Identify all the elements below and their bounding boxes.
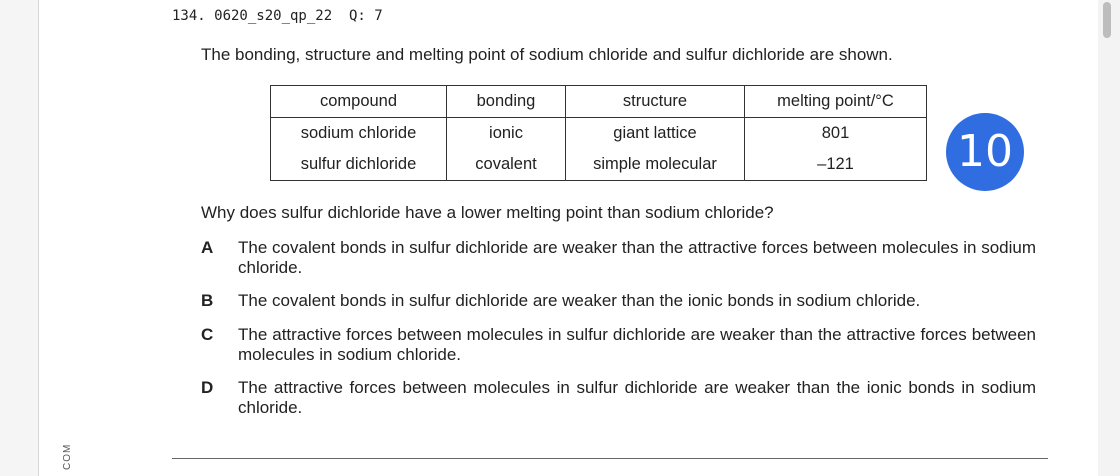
option-text: The attractive forces between molecules in sulfur dichloride are weaker than the ionic bonds in sodium chloride.	[238, 378, 1036, 417]
bottom-divider	[172, 458, 1048, 459]
table-cell: sodium chloride	[271, 118, 447, 150]
table-header-cell: structure	[566, 86, 745, 118]
table-cell: covalent	[447, 149, 566, 181]
table-header-cell: melting point/°C	[745, 86, 927, 118]
table-cell: ionic	[447, 118, 566, 150]
left-divider	[38, 0, 39, 476]
table-cell: 801	[745, 118, 927, 150]
table-cell: giant lattice	[566, 118, 745, 150]
option-text: The covalent bonds in sulfur dichloride are weaker than the ionic bonds in sodium chloride.	[238, 291, 921, 310]
table-cell: simple molecular	[566, 149, 745, 181]
table-header-row	[271, 86, 927, 118]
option-text: The covalent bonds in sulfur dichloride are weaker than the attractive forces between molecules in sodium chloride.	[238, 238, 1036, 277]
table-row	[271, 118, 927, 150]
left-gutter	[0, 0, 38, 476]
option-letter: B	[201, 291, 214, 310]
table-cell: sulfur dichloride	[271, 149, 447, 181]
table-row	[271, 149, 927, 181]
table-cell: –121	[745, 149, 927, 181]
number-badge: 10	[946, 113, 1024, 191]
vertical-scrollbar[interactable]	[1098, 0, 1120, 476]
question-header: 134. 0620_s20_qp_22 Q: 7	[172, 8, 383, 24]
option-text: The attractive forces between molecules in sulfur dichloride are weaker than the attractive forces between molecules in sodium chloride.	[238, 325, 1036, 364]
option-letter: A	[201, 238, 214, 257]
option-letter: C	[201, 325, 214, 344]
data-table	[270, 85, 927, 181]
question-text: Why does sulfur dichloride have a lower melting point than sodium chloride?	[201, 203, 774, 222]
side-watermark-text: COM	[62, 443, 73, 470]
intro-text: The bonding, structure and melting point of sodium chloride and sulfur dichloride are shown.	[201, 45, 893, 64]
table-header-cell: bonding	[447, 86, 566, 118]
scrollbar-thumb[interactable]	[1103, 2, 1111, 38]
option-letter: D	[201, 378, 214, 397]
table-header-cell: compound	[271, 86, 447, 118]
